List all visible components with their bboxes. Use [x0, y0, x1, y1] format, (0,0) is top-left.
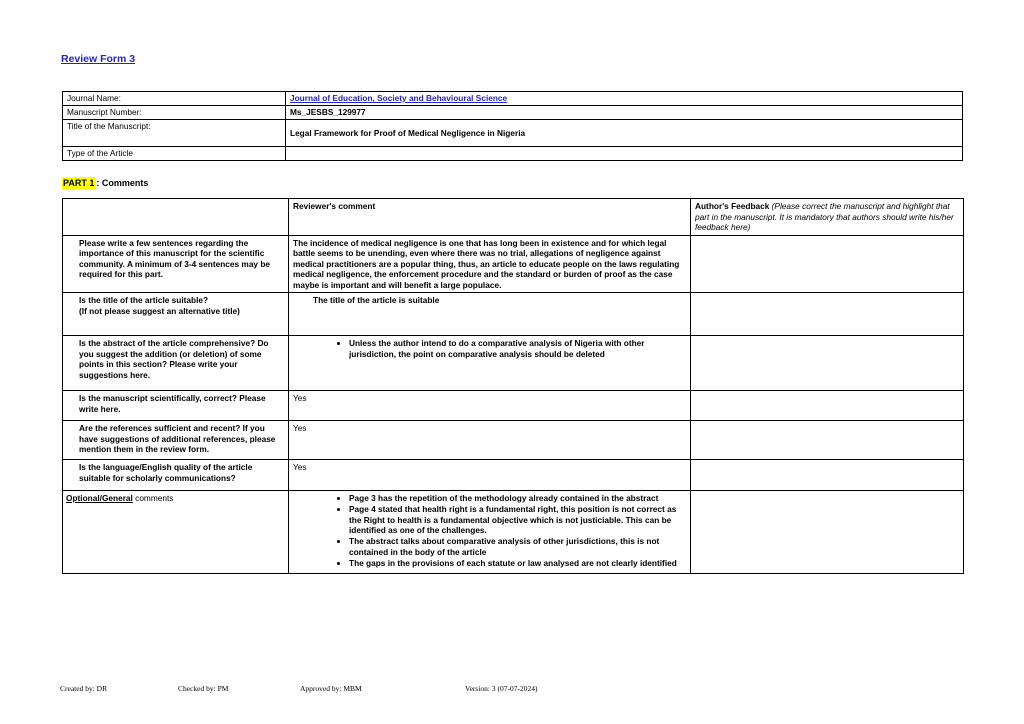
- author-feedback-cell[interactable]: [691, 491, 964, 574]
- manuscript-number-value: Ms_JESBS_129977: [286, 106, 963, 120]
- info-row-journal-name: [63, 92, 963, 106]
- reviewer-comment-cell: Yes: [289, 421, 691, 460]
- footer-checked-by: Checked by: PM: [178, 684, 229, 693]
- bullet-item: • The abstract talks about comparative analysis of other jurisdictions, this is not contained in the body of the article: [349, 536, 682, 557]
- question-line-2: (If not please suggest an alternative title): [79, 305, 240, 316]
- reviewer-comment-cell: The title of the article is suitable: [289, 293, 691, 336]
- reviewer-comment-cell: [289, 336, 691, 391]
- comments-row-abstract: [63, 336, 964, 391]
- reviewer-comment-cell: The incidence of medical negligence is one that has long been in existence and for which legal battle seems to be unending, even where there was no trial, allegations of negligence against medical practitioners are a popular thing, thus, an article to educate people on the laws regulating medical negligence, the enforcement procedure and the standard or burden of proof as the case maybe is important and will benefit a large populace.: [289, 235, 691, 293]
- optional-general-label: Optional/General: [66, 493, 133, 503]
- comments-row-language: [63, 460, 964, 491]
- info-row-manuscript-title: [63, 120, 963, 147]
- comments-table: [62, 198, 964, 574]
- author-feedback-cell[interactable]: [691, 235, 964, 293]
- comments-row-title-suitable: [63, 293, 964, 336]
- page-title: Review Form 3: [61, 53, 136, 65]
- manuscript-title-label: Title of the Manuscript:: [63, 120, 286, 147]
- question-cell: [63, 293, 289, 336]
- bullet-item: • The gaps in the provisions of each statute or law analysed are not clearly identified: [349, 558, 682, 569]
- part1-label-colon: :: [96, 178, 100, 188]
- journal-name-link[interactable]: Journal of Education, Society and Behavioural Science: [290, 93, 508, 103]
- comments-row-references: [63, 421, 964, 460]
- author-feedback-header-note: (Please correct the manuscript and highlight that part in the manuscript. It is mandatory that authors should write his/her feedback here): [695, 201, 954, 232]
- footer-approved-by: Approved by: MBM: [300, 684, 362, 693]
- comments-header-row: [63, 199, 964, 236]
- comment-bullet-list: [293, 338, 686, 359]
- question-cell: Is the abstract of the article comprehensive? Do you suggest the addition (or deletion) of some points in this section? Please write your suggestions here.: [63, 336, 289, 391]
- footer: [0, 684, 1024, 696]
- question-cell: Is the language/English quality of the article suitable for scholarly communications?: [63, 460, 289, 491]
- footer-version: Version: 3 (07-07-2024): [465, 684, 538, 693]
- author-feedback-cell[interactable]: [691, 293, 964, 336]
- question-line-1: Is the title of the article suitable?: [79, 295, 209, 305]
- optional-general-rest: comments: [132, 493, 174, 503]
- manuscript-title-value: Legal Framework for Proof of Medical Negligence in Nigeria: [286, 120, 963, 147]
- comment-bullet-list: [293, 493, 686, 568]
- footer-created-by: Created by: DR: [60, 684, 108, 693]
- author-feedback-header: [691, 199, 964, 236]
- part1-heading: [62, 177, 148, 189]
- part1-label-highlight: PART 1: [63, 178, 95, 188]
- reviewer-comment-cell: Yes: [289, 391, 691, 421]
- question-cell: Please write a few sentences regarding the importance of this manuscript for the scientific community. A minimum of 3-4 sentences may be required for this part.: [63, 235, 289, 293]
- comments-row-importance: [63, 235, 964, 293]
- part1-title: Comments: [99, 178, 149, 188]
- author-feedback-cell[interactable]: [691, 391, 964, 421]
- author-feedback-cell[interactable]: [691, 460, 964, 491]
- comments-row-scientific: [63, 391, 964, 421]
- question-cell: Is the manuscript scientifically, correct? Please write here.: [63, 391, 289, 421]
- article-type-label: Type of the Article: [63, 147, 286, 161]
- bullet-item: • Unless the author intend to do a comparative analysis of Nigeria with other jurisdiction, the point on comparative analysis should be deleted: [349, 338, 682, 359]
- manuscript-info-table: [62, 91, 963, 161]
- bullet-item: • Page 3 has the repetition of the methodology already contained in the abstract: [349, 493, 682, 504]
- article-type-value: [286, 147, 963, 161]
- journal-name-label: Journal Name:: [63, 92, 286, 106]
- author-feedback-cell[interactable]: [691, 336, 964, 391]
- author-feedback-cell[interactable]: [691, 421, 964, 460]
- question-cell: Are the references sufficient and recent? If you have suggestions of additional references, please mention them in the review form.: [63, 421, 289, 460]
- journal-name-cell: [286, 92, 963, 106]
- info-row-article-type: [63, 147, 963, 161]
- reviewer-comment-cell: [289, 491, 691, 574]
- comments-row-optional-general: [63, 491, 964, 574]
- bullet-item: • Page 4 stated that health right is a fundamental right, this position is not correct as the Right to health is a fundamental objective which is not justiciable. This can be identified as one of the challenges.: [349, 504, 682, 536]
- question-cell: [63, 491, 289, 574]
- reviewer-comment-cell: Yes: [289, 460, 691, 491]
- reviewer-comment-header: Reviewer's comment: [289, 199, 691, 236]
- info-row-manuscript-number: [63, 106, 963, 120]
- author-feedback-header-title: Author's Feedback: [695, 201, 770, 211]
- header-empty-cell: [63, 199, 289, 236]
- manuscript-number-label: Manuscript Number:: [63, 106, 286, 120]
